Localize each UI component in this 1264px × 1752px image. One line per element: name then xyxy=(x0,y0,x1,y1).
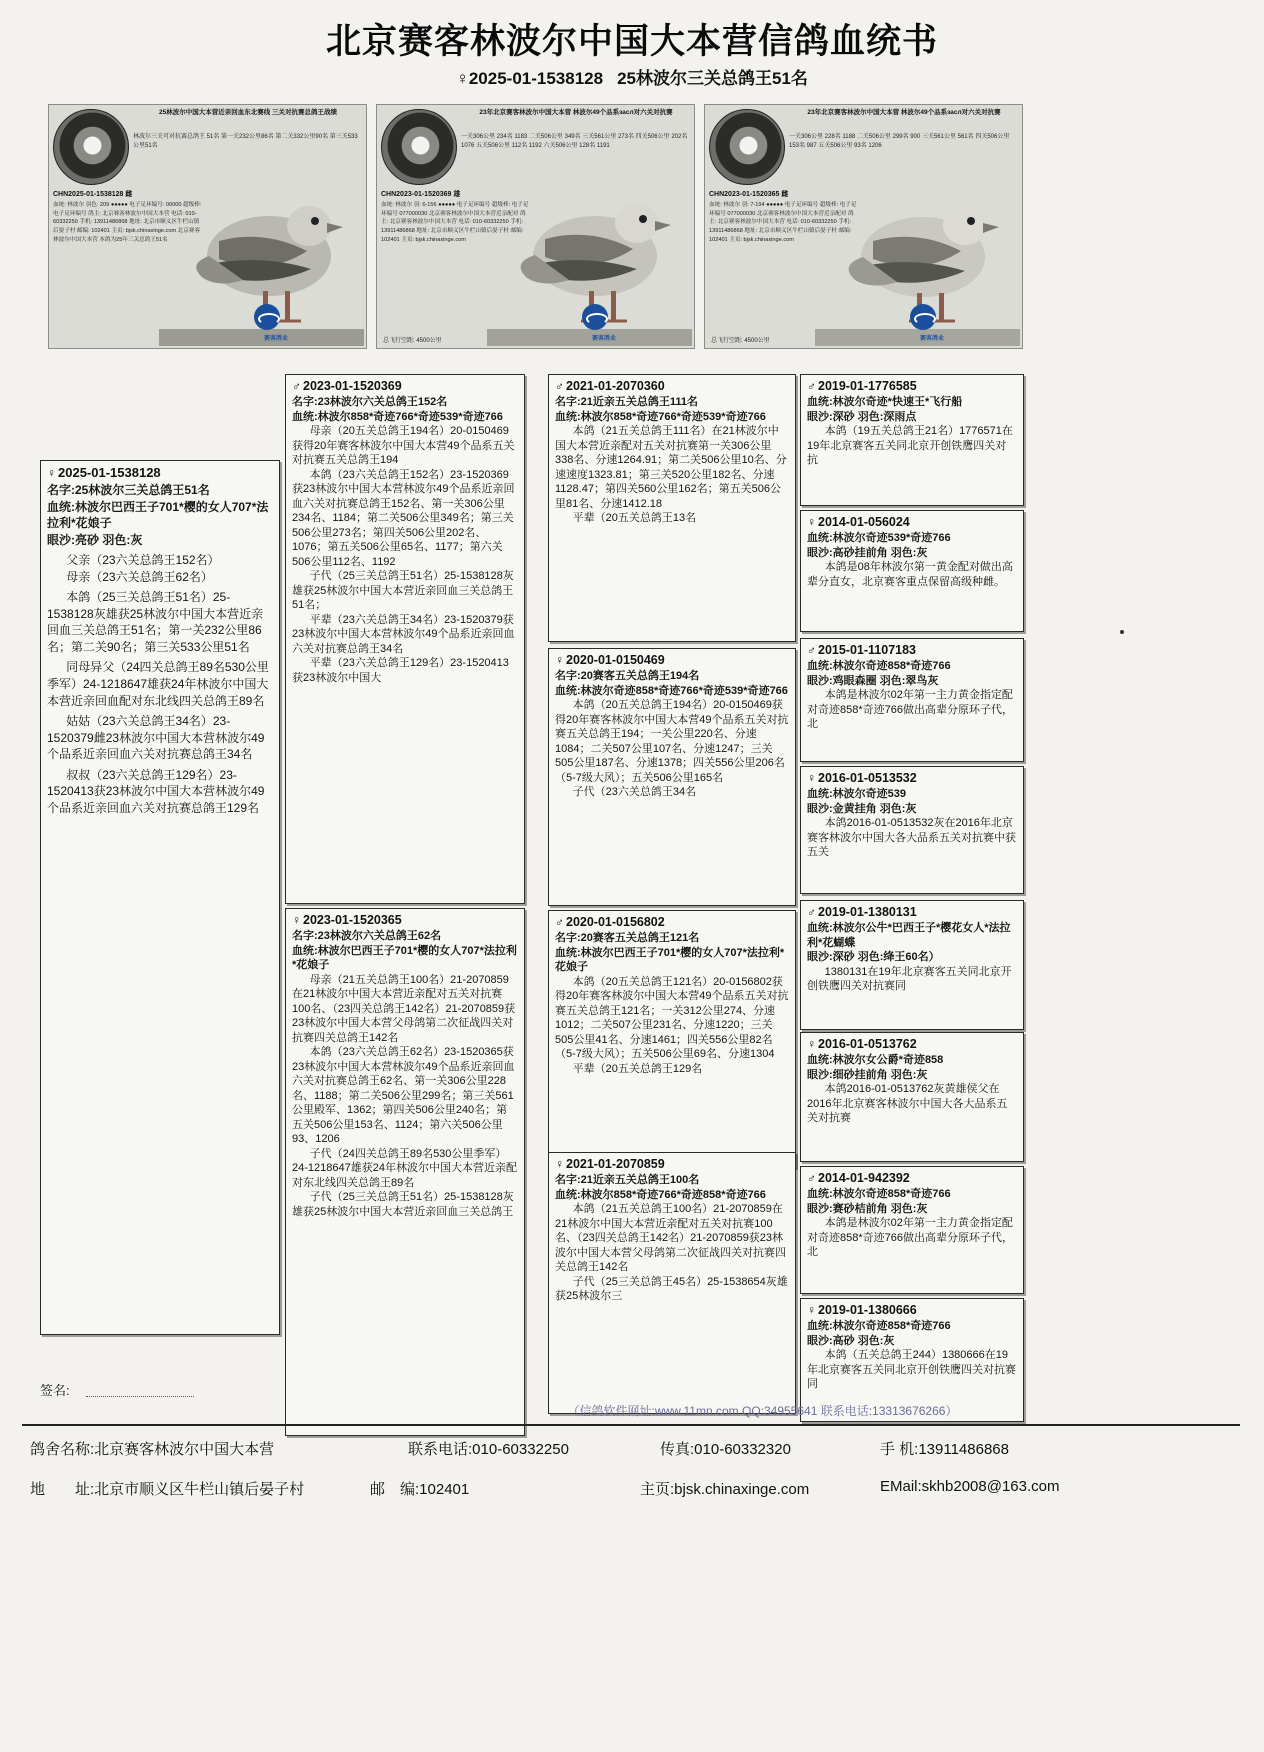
ring-number: 2019-01-1776585 xyxy=(818,379,917,393)
loft-logo-icon xyxy=(254,304,280,330)
great-grandparent-card[interactable] xyxy=(800,766,1024,894)
grandparent-extra-block: 平辈（20五关总鸽王129名 xyxy=(572,1062,703,1075)
ggp-ring-line xyxy=(807,379,1017,393)
subject-aunt-block: 姑姑（23六关总鸽王34名）23-1520379雌23林波尔中国大本营林波尔49个品系近亲回血六关对抗赛总鸽王34名 xyxy=(47,714,265,762)
great-grandparent-card[interactable] xyxy=(800,510,1024,632)
ggp-ring-line xyxy=(807,771,1017,785)
sex-symbol: ♀ xyxy=(807,1037,816,1051)
great-grandparent-card[interactable] xyxy=(800,1032,1024,1162)
loft-logo-text: 赛客鸽业 xyxy=(919,336,944,342)
great-grandparent-card[interactable] xyxy=(800,638,1024,762)
grandparent-extra-block: 平辈（20五关总鸽王13名 xyxy=(572,512,697,525)
grandparent-card[interactable] xyxy=(548,910,796,1168)
footer-email: EMail:skhb2008@163.com xyxy=(880,1478,1060,1495)
grandparent-ring-line xyxy=(555,379,789,393)
ggp-ring-line xyxy=(807,515,1017,529)
eye-photo-icon xyxy=(381,109,457,185)
eye-photo-icon xyxy=(709,109,785,185)
parent-self-block: 本鸽（23六关总鸽王152名）23-1520369获23林波尔中国大本营林波尔49个品系近亲回血六关对抗赛总鸽王152名、第一关306公里234名、1184；第二关506公里349名；第三关506公里273名；第四关506公里202名、1076；第五关506公里65名、1177；第六关506公里112名、1192 xyxy=(292,468,515,568)
parent-child-block: 子代（24四关总鸽王89名530公里季军）24-1218647雄获24年林波尔中国大本营近亲配对东北线四关总鸽王89名 xyxy=(292,1147,517,1189)
ggp-self-block: 本鸽是林波尔02年第一主力黄金指定配对奇迹858*奇迹766做出高辈分原环子代，北 xyxy=(807,1217,1013,1259)
grandparent-extra-block: 子代（23六关总鸽王34名 xyxy=(572,786,697,799)
grandparent-name-label: 名字:21近亲五关总鸽王111名 xyxy=(555,396,699,408)
grandparent-ring-line xyxy=(555,1157,789,1171)
parent-card-dam[interactable] xyxy=(285,908,525,1436)
ggp-self-block: 本鸽（五关总鸽王244）1380666在19年北京赛客五关同北京开创铁鹰四关对抗赛同 xyxy=(807,1349,1016,1391)
photo-ring-number: CHN2023-01-1520369 雄 xyxy=(381,191,461,198)
photo-meta: 血统: 林波尔 羽: 7-194 ●●●●● 电子足环编号 超级棒: 电子足环编号 077000030 北京赛客林波尔中国大本营近亲配对 鸽主: 北京赛客林波尔中国大本营 电话: 010-60332250 手机: 13911486868 地址: 北京市顺义区牛栏山镇后晏子村 邮编: 102401 主页: bjsk.chinaxinge.com xyxy=(709,202,857,243)
grandparent-self-block: 本鸽（21五关总鸽王100名）21-2070859在21林波尔中国大本营近亲配对五关对抗赛100名、（23四关总鸽王142名）21-2070859获23林波尔中国大本营父母鸽第二次征战四关对抗赛四关总鸽王142名 xyxy=(555,1203,786,1274)
subject-name-label: 名字:25林波尔三关总鸽王51名 xyxy=(47,483,210,497)
loft-logo-text: 赛客鸽业 xyxy=(591,336,616,342)
ggp-eye-label: 眼沙:赛砂桔前角 羽色:灰 xyxy=(807,1202,928,1215)
ggp-eye-label: 眼沙:细砂挂前角 羽色:灰 xyxy=(807,1068,928,1081)
ggp-eye-label: 眼沙:鸡眼森圈 羽色:翠鸟灰 xyxy=(807,674,939,687)
footer-zip: 邮 编:102401 xyxy=(370,1481,470,1498)
ring-number: 2021-01-2070859 xyxy=(566,1157,665,1171)
loft-logo-icon xyxy=(910,304,936,330)
sex-symbol: ♀ xyxy=(555,653,564,667)
parent-child-block: 子代（25三关总鸽王51名）25-1538128灰雄获25林波尔中国大本营近亲回血三关总鸽王51名； xyxy=(292,570,514,612)
software-watermark: （信鸽软件网址:www.11mn.com QQ:34955641 联系电话:13313676266） xyxy=(567,1404,958,1418)
ring-number: 2021-01-2070360 xyxy=(566,379,665,393)
ggp-self-block: 本鸽2016-01-0513532灰在2016年北京赛客林波尔中国大各大品系五关对抗赛中获五关 xyxy=(807,817,1016,859)
photo-ring-number: CHN2023-01-1520365 雌 xyxy=(709,191,789,198)
great-grandparent-card[interactable] xyxy=(800,900,1024,1030)
sex-symbol: ♀ xyxy=(555,1157,564,1171)
ggp-blood-label: 血统:林波尔奇迹858*奇迹766 xyxy=(807,1188,951,1200)
ring-number: 2025-01-1538128 xyxy=(58,465,161,480)
photo-results: 一关306公里 234名 1183 二关506公里 349名 三关561公里 273名 四关506公里 202名 1076 五关506公里 112名 1192 六关506公里 128名 1191 xyxy=(461,134,688,149)
grandparent-ring-line xyxy=(555,653,789,667)
ggp-ring-line xyxy=(807,643,1017,657)
photo-results: 林波尔三关可对抗赛总鸽王 51名 第一关232公里86名 第二关332公里90名 第三关533公里51名 xyxy=(133,134,358,149)
photo-card xyxy=(704,104,1023,349)
footer-mobile: 手 机:13911486868 xyxy=(880,1441,1009,1458)
sex-symbol: ♀ xyxy=(292,913,301,927)
ring-number: 2014-01-942392 xyxy=(818,1171,910,1185)
ring-number: 2014-01-056024 xyxy=(818,515,910,529)
great-grandparent-card[interactable] xyxy=(800,1166,1024,1294)
photo-footer: 总飞行空距: 4500公里 xyxy=(711,338,770,344)
page-title: 北京赛客林波尔中国大本营信鸽血统书 xyxy=(325,22,938,62)
ggp-self-block: 本鸽2016-01-0513762灰黄雄侯父在2016年北京赛客林波尔中国大各大品系五关对抗赛 xyxy=(807,1083,1008,1125)
parent-name-label: 名字:23林波尔六关总鸽王152名 xyxy=(292,396,448,408)
ggp-blood-label: 血统:林波尔奇迹858*奇迹766 xyxy=(807,660,951,672)
ring-number: 2023-01-1520369 xyxy=(303,379,402,393)
grandparent-extra-block: 子代（25三关总鸽王45名）25-1538654灰雄获25林波尔三 xyxy=(555,1275,788,1303)
loft-logo-icon xyxy=(582,304,608,330)
parent-name-label: 名字:23林波尔六关总鸽王62名 xyxy=(292,930,442,942)
grandparent-name-label: 名字:20赛客五关总鸽王121名 xyxy=(555,932,700,944)
grandparent-name-label: 名字:20赛客五关总鸽王194名 xyxy=(555,670,700,682)
ggp-ring-line xyxy=(807,1037,1017,1051)
ring-number: 2020-01-0150469 xyxy=(566,653,665,667)
ring-number: 2023-01-1520365 xyxy=(303,913,402,927)
sex-symbol: ♂ xyxy=(807,379,816,393)
parent-blood-label: 血统:林波尔858*奇迹766*奇迹539*奇迹766 xyxy=(292,410,503,423)
footer-telephone: 联系电话:010-60332250 xyxy=(408,1441,569,1458)
page-subtitle xyxy=(0,64,1264,89)
subject-sibling-block: 同母异父（24四关总鸽王89名530公里季军）24-1218647雄获24年林波尔中国大本营近亲回血配对东北线四关总鸽王89名 xyxy=(47,660,269,708)
grandparent-card[interactable] xyxy=(548,1152,796,1414)
subject-father-line: 父亲（23六关总鸽王152名） xyxy=(66,553,220,568)
photo-footer: 总飞行空距: 4500公里 xyxy=(383,338,442,344)
ggp-self-block: 本鸽是08年林波尔第一黄金配对做出高辈分直女，北京赛客重点保留高级种雌。 xyxy=(807,561,1013,588)
grandparent-self-block: 本鸽（20五关总鸽王194名）20-0150469获得20年赛客林波尔中国大本营49个品系五关对抗赛五关总鸽王194；一关公里220名、分速1084；二关507公里107名、分速1247；三关505公里187名、分速1378；四关556公里206名（5-7级大风）；五关506公里165名 xyxy=(555,699,789,784)
sex-symbol: ♂ xyxy=(555,915,564,929)
sex-symbol: ♂ xyxy=(807,1171,816,1185)
sex-symbol: ♂ xyxy=(807,643,816,657)
photo-results: 一关306公里 228名 1188 二关506公里 299名 900 三关561公里 561名 四关506公里 153名 987 五关506公里 93名 1206 xyxy=(789,134,1010,149)
footer-homepage: 主页:bjsk.chinaxinge.com xyxy=(640,1481,810,1498)
footer-address: 地 址:北京市顺义区牛栏山镇后晏子村 xyxy=(30,1481,305,1498)
sex-symbol: ♀ xyxy=(807,515,816,529)
sex-symbol: ♀ xyxy=(47,466,56,480)
loft-logo-text: 赛客鸽业 xyxy=(263,336,288,342)
ring-number: 2016-01-0513532 xyxy=(818,771,917,785)
subject-ring-number: ♀2025-01-1538128 xyxy=(456,69,604,88)
sex-symbol: ♀ xyxy=(807,771,816,785)
ring-number: 2019-01-1380666 xyxy=(818,1303,917,1317)
photo-ring-number: CHN2025-01-1538128 雌 xyxy=(53,191,133,198)
ggp-ring-line xyxy=(807,905,1017,919)
parent-blood-label: 血统:林波尔巴西王子701*樱的女人707*法拉利*花娘子 xyxy=(292,944,517,972)
ggp-self-block: 1380131在19年北京赛客五关同北京开创铁鹰四关对抗赛同 xyxy=(807,965,1012,993)
grandparent-blood-label: 血统:林波尔巴西王子701*樱的女人707*法拉利*花娘子 xyxy=(555,946,785,974)
footer-loft-name: 鸽舍名称:北京赛客林波尔中国大本营 xyxy=(30,1441,275,1458)
ggp-blood-label: 血统:林波尔奇迹539*奇迹766 xyxy=(807,532,951,544)
photo-header: 23年北京赛客林波尔中国大本营 林波尔49个品系засл对六关对抗赛 xyxy=(479,109,673,116)
sex-symbol: ♂ xyxy=(555,379,564,393)
photo-header: 23年北京赛客林波尔中国大本营 林波尔49个品系засл对六关对抗赛 xyxy=(807,109,1001,116)
ring-number: 2016-01-0513762 xyxy=(818,1037,917,1051)
great-grandparent-card[interactable] xyxy=(800,374,1024,506)
grandparent-self-block: 本鸽（21五关总鸽王111名）在21林波尔中国大本营近亲配对五关对抗赛第一关306公里338名、分速1264.91；第二关506公里10名、分速速度1323.81；第三关520公里182名、分速1128.47；第四关560公里162名；第五关506公里81名、分速1412.18 xyxy=(555,425,787,510)
signature-label: 签名: xyxy=(40,1383,70,1398)
ggp-blood-label: 血统:林波尔奇迹*快速王*飞行船 xyxy=(807,396,963,408)
photo-card xyxy=(376,104,695,349)
footer-divider xyxy=(22,1424,1240,1426)
footer-fax: 传真:010-60332320 xyxy=(660,1441,791,1458)
ggp-blood-label: 血统:林波尔奇迹858*奇迹766 xyxy=(807,1320,951,1332)
subject-mother-line: 母亲（23六关总鸽王62名） xyxy=(66,569,213,584)
parent-peer-block-2: 平辈（23六关总鸽王129名）23-1520413获23林波尔中国大 xyxy=(292,657,509,684)
subject-card[interactable] xyxy=(40,460,280,1335)
ggp-blood-label: 血统:林波尔女公爵*奇迹858 xyxy=(807,1054,944,1066)
ggp-ring-line xyxy=(807,1303,1017,1317)
subject-blood-label: 血统:林波尔巴西王子701*樱的女人707*法拉利*花娘子 xyxy=(47,499,269,531)
photo-meta: 血统: 林波尔 羽色: 209 ●●●●● 电子足环编号: 00000 超级棒: 电子足环编号 鸽主: 北京赛客林波尔中国大本营 电话: 010-60332250 手机: 13911486868 地址: 北京市顺义区牛栏山镇后晏子村 邮编: 102401 主页: bjsk.chinaxinge.com 北京赛客林波尔中国大本营 本鸽为25年三关总鸽王51名 xyxy=(53,202,202,243)
subject-eye-label: 眼沙:亮砂 羽色:灰 xyxy=(47,532,143,547)
eye-photo-icon xyxy=(53,109,129,185)
photo-strip xyxy=(48,104,1023,349)
subject-self-block: 本鸽（25三关总鸽王51名）25-1538128灰雄获25林波尔中国大本营近亲回血三关总鸽王51名；第一关232公里86名；第二关90名；第三关533公里51名 xyxy=(47,590,264,654)
sex-symbol: ♂ xyxy=(292,379,301,393)
ggp-eye-label: 眼沙:金黄挂角 羽色:灰 xyxy=(807,802,917,815)
signature-line[interactable] xyxy=(86,1396,194,1397)
sex-symbol: ♀ xyxy=(807,1303,816,1317)
grandparent-name-label: 名字:21近亲五关总鸽王100名 xyxy=(555,1174,700,1186)
subject-ring-line xyxy=(47,465,273,480)
parent-peer-block-1: 平辈（23六关总鸽王34名）23-1520379获23林波尔中国大本营林波尔49个品系近亲回血六关对抗赛总鸽王34名 xyxy=(292,613,515,655)
ring-number: 2019-01-1380131 xyxy=(818,905,917,919)
grandparent-card[interactable] xyxy=(548,374,796,642)
photo-header: 25林波尔中国大本营近亲回血东北赛线 三关对抗赛总鸽王战绩 xyxy=(158,109,338,116)
parent-ring-line xyxy=(292,379,518,393)
ggp-eye-label: 眼沙:深砂 羽色:绛王60名） xyxy=(807,951,940,964)
sex-symbol: ♂ xyxy=(807,905,816,919)
parent-self-block: 本鸽（23六关总鸽王62名）23-1520365获23林波尔中国大本营林波尔49个品系近亲回血六关对抗赛总鸽王62名、第一关306公里228名、1188；第二关506公里299名；第三关561公里殿军、1362；第四关506公里240名；第五关506公里153名、1124；第六关506公里93、1206 xyxy=(292,1046,515,1146)
parent-mother-line: 母亲（20五关总鸽王194名）20-0150469获得20年赛客林波尔中国大本营49个品系五关对抗赛五关总鸽王194 xyxy=(292,425,515,467)
ggp-eye-label: 眼沙:深砂 羽色:深雨点 xyxy=(807,410,917,423)
ggp-eye-label: 眼沙:高砂 羽色:灰 xyxy=(807,1334,895,1347)
grandparent-card[interactable] xyxy=(548,648,796,906)
parent-peer-block-1: 子代（25三关总鸽王51名）25-1538128灰雄获25林波尔中国大本营近亲回血三关总鸽王 xyxy=(292,1191,514,1218)
subject-name: 25林波尔三关总鸽王51名 xyxy=(617,69,808,88)
ggp-ring-line xyxy=(807,1171,1017,1185)
page-speck xyxy=(1120,630,1124,634)
parent-mother-line: 母亲（21五关总鸽王100名）21-2070859在21林波尔中国大本营近亲配对五关对抗赛100名、（23四关总鸽王142名）21-2070859获23林波尔中国大本营父母鸽第二次征战四关对抗赛四关总鸽王142名 xyxy=(292,973,516,1044)
ggp-blood-label: 血统:林波尔公牛*巴西王子*樱花女人*法拉利*花蝴蝶 xyxy=(807,922,1011,949)
parent-card-sire[interactable] xyxy=(285,374,525,904)
grandparent-ring-line xyxy=(555,915,789,929)
grandparent-blood-label: 血统:林波尔奇迹858*奇迹766*奇迹539*奇迹766 xyxy=(555,684,788,697)
grandparent-blood-label: 血统:林波尔858*奇迹766*奇迹539*奇迹766 xyxy=(555,410,766,423)
ggp-self-block: 本鸽是林波尔02年第一主力黄金指定配对奇迹858*奇迹766做出高辈分原环子代，北 xyxy=(807,689,1013,731)
grandparent-blood-label: 血统:林波尔858*奇迹766*奇迹858*奇迹766 xyxy=(555,1188,766,1201)
ring-number: 2020-01-0156802 xyxy=(566,915,665,929)
grandparent-self-block: 本鸽（20五关总鸽王121名）20-0156802获得20年赛客林波尔中国大本营49个品系五关对抗赛五关总鸽王121名；一关312公里274、分速1012；二关507公里231名、分速1220；三关505公里41名、分速1461；四关556公里82名（5-7级大风）；五关506公里69名、分速1304 xyxy=(555,975,789,1061)
subject-uncle-block: 叔叔（23六关总鸽王129名）23-1520413获23林波尔中国大本营林波尔49个品系近亲回血六关对抗赛总鸽王129名 xyxy=(47,767,265,815)
photo-card xyxy=(48,104,367,349)
ggp-eye-label: 眼沙:高砂挂前角 羽色:灰 xyxy=(807,546,928,559)
ring-number: 2015-01-1107183 xyxy=(818,643,917,657)
parent-ring-line xyxy=(292,913,518,927)
ggp-self-block: 本鸽（19五关总鸽王21名）1776571在19年北京赛客五关同北京开创铁鹰四关对抗 xyxy=(807,425,1013,467)
ggp-blood-label: 血统:林波尔奇迹539 xyxy=(807,788,907,800)
photo-meta: 血统: 林波尔 羽: 6-156 ●●●●● 电子足环编号 超级棒: 电子足环编号 077000030 北京赛客林波尔中国大本营近亲配对 鸽主: 北京赛客林波尔中国大本营 电话: 010-60332250 手机: 13911486868 地址: 北京市顺义区牛栏山镇后晏子村 邮编: 102401 主页: bjsk.chinaxinge.com xyxy=(381,202,529,243)
